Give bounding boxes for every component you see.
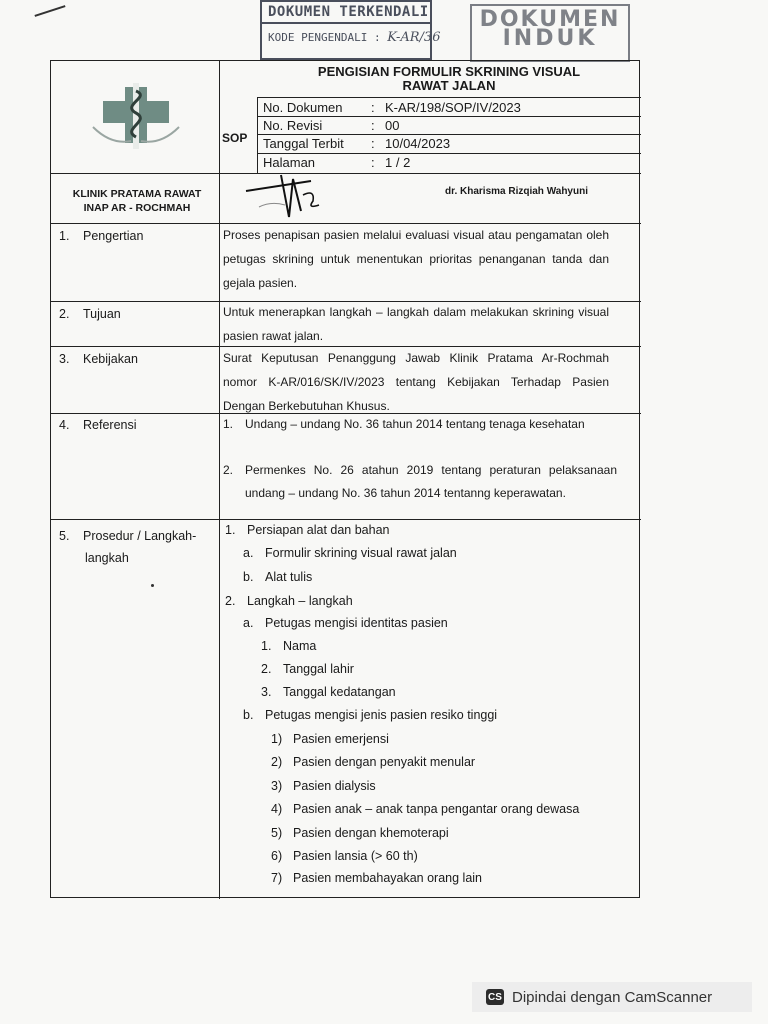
step-1b [243, 570, 312, 584]
meta-key: No. Revisi [263, 118, 323, 133]
clinic-line1: KLINIK PRATAMA RAWAT [72, 188, 202, 200]
stamp-master-line2: INDUK [502, 26, 598, 51]
meta-key: Halaman [263, 155, 316, 170]
stray-dot [151, 584, 154, 587]
title-line1: PENGISIAN FORMULIR SKRINING VISUAL [317, 64, 581, 79]
referensi-text: Undang – undang No. 36 tahun 2014 tentang tenaga kesehatan [245, 417, 585, 431]
section-name: Prosedur / Langkah- [83, 529, 197, 543]
section-number: 2. [59, 307, 70, 321]
step-2a [243, 616, 448, 630]
clinic-logo [81, 83, 191, 153]
stamp-code-value: K-AR/36 [387, 30, 441, 45]
meta-sep: : [371, 100, 375, 115]
step-text: Alat tulis [265, 570, 313, 584]
section-number: 1. [59, 229, 70, 243]
stamp-title: DOKUMEN TERKENDALI [262, 2, 430, 24]
row-line [257, 97, 641, 98]
section-number: 3. [59, 352, 70, 366]
step-2 [225, 594, 353, 608]
step-text: Langkah – langkah [247, 594, 353, 608]
list-marker: 1. [223, 417, 234, 431]
list-marker: 6) [271, 849, 283, 863]
step-2b-2 [271, 755, 475, 769]
stamp-code-label: KODE PENGENDALI : [268, 31, 381, 44]
step-text: Pasien dialysis [293, 779, 376, 793]
kebijakan-text: Surat Keputusan Penanggung Jawab Klinik Pratama Ar-Rochmah nomor K-AR/016/SK/IV/2023 tentang Kebijakan Terhadap Pasien Dengan Berkebutuhan Khusus. [223, 351, 609, 413]
section-label-kebijakan [59, 352, 138, 366]
clinic-line2: INAP AR - ROCHMAH [83, 202, 191, 214]
step-text: Pasien lansia (> 60 th) [293, 849, 418, 863]
section-number: 5. [59, 529, 70, 543]
camscanner-watermark [472, 982, 752, 1012]
list-marker: 2. [223, 463, 234, 477]
step-text: Tanggal lahir [283, 662, 354, 676]
row-line [51, 519, 641, 520]
sop-label: SOP [222, 131, 248, 145]
list-marker: 4) [271, 802, 283, 816]
step-text: Formulir skrining visual rawat jalan [265, 546, 457, 560]
list-marker: b. [243, 708, 254, 722]
step-2a-3 [261, 685, 396, 699]
step-text: Persiapan alat dan bahan [247, 523, 390, 537]
step-text: Tanggal kedatangan [283, 685, 396, 699]
meta-value: K-AR/198/SOP/IV/2023 [385, 100, 521, 115]
camscanner-text: Dipindai dengan CamScanner [512, 988, 713, 1006]
meta-halaman [263, 155, 410, 170]
meta-sep: : [371, 136, 375, 151]
meta-value: 1 / 2 [385, 155, 411, 170]
list-marker: a. [243, 546, 254, 560]
stamp-code [262, 24, 441, 51]
step-2b-3 [271, 779, 376, 793]
referensi-item [223, 459, 617, 505]
row-line [257, 153, 641, 154]
column-divider [219, 61, 220, 899]
meta-no-revisi [263, 118, 399, 133]
step-2b-1 [271, 732, 389, 746]
step-1 [225, 523, 389, 537]
pen-mark [34, 5, 65, 17]
step-2b-7 [271, 871, 482, 885]
step-text: Petugas mengisi jenis pasien resiko tinggi [265, 708, 498, 722]
meta-key: Tanggal Terbit [263, 136, 344, 151]
step-2b-6 [271, 849, 418, 863]
step-text: Pasien membahayakan orang lain [293, 871, 483, 885]
pengertian-text: Proses penapisan pasien melalui evaluasi visual atau pengamatan oleh petugas skrining untuk menentukan prioritas penanganan tanda dan gejala pasien. [223, 228, 609, 290]
step-text: Pasien dengan penyakit menular [293, 755, 476, 769]
list-marker: 3. [261, 685, 272, 699]
section-name: Pengertian [83, 229, 144, 243]
title-line2: RAWAT JALAN [402, 78, 496, 93]
meta-key: No. Dokumen [263, 100, 343, 115]
step-text: Pasien dengan khemoterapi [293, 826, 449, 840]
list-marker: 1. [261, 639, 272, 653]
sop-document-table [50, 60, 640, 898]
section-label-pengertian [59, 229, 143, 243]
step-2a-1 [261, 639, 316, 653]
meta-tanggal-terbit [263, 136, 450, 151]
handwritten-signature [241, 171, 331, 221]
step-text: Pasien anak – anak tanpa pengantar orang dewasa [293, 802, 580, 816]
list-marker: b. [243, 570, 254, 584]
row-line [257, 134, 641, 135]
referensi-item [223, 413, 617, 436]
list-marker: 7) [271, 871, 283, 885]
section-name: Referensi [83, 418, 137, 432]
meta-value: 10/04/2023 [385, 136, 451, 151]
list-marker: 3) [271, 779, 283, 793]
step-2b-4 [271, 802, 579, 816]
row-line [51, 173, 641, 174]
list-marker: 2. [225, 594, 236, 608]
document-title [257, 65, 641, 93]
meta-no-dokumen [263, 100, 521, 115]
list-marker: 1) [271, 732, 283, 746]
camscanner-icon: CS [486, 989, 504, 1005]
step-1a [243, 546, 457, 560]
step-text: Petugas mengisi identitas pasien [265, 616, 448, 630]
step-2a-2 [261, 662, 354, 676]
list-marker: 2) [271, 755, 283, 769]
section-name-cont: langkah [85, 551, 129, 565]
section-name: Tujuan [83, 307, 121, 321]
meta-sep: : [371, 155, 375, 170]
clinic-name [57, 187, 217, 215]
section-label-prosedur [59, 525, 196, 569]
meta-value: 00 [385, 118, 400, 133]
step-text: Pasien emerjensi [293, 732, 389, 746]
referensi-text: Permenkes No. 26 atahun 2019 tentang peraturan pelaksanaan undang – undang No. 36 tahun 2014 tentanng keperawatan. [245, 463, 617, 500]
section-name: Kebijakan [83, 352, 138, 366]
list-marker: 5) [271, 826, 283, 840]
step-2b [243, 708, 497, 722]
list-marker: a. [243, 616, 254, 630]
step-2b-5 [271, 826, 449, 840]
row-line [257, 116, 641, 117]
meta-sep: : [371, 118, 375, 133]
section-number: 4. [59, 418, 70, 432]
step-text: Nama [283, 639, 317, 653]
section-label-referensi [59, 418, 137, 432]
list-marker: 1. [225, 523, 236, 537]
list-marker: 2. [261, 662, 272, 676]
section-label-tujuan [59, 307, 121, 321]
tujuan-text: Untuk menerapkan langkah – langkah dalam melakukan skrining visual pasien rawat jalan. [223, 305, 609, 343]
master-document-stamp [470, 4, 630, 62]
controlled-document-stamp [260, 0, 441, 60]
signatory-name: dr. Kharisma Rizqiah Wahyuni [445, 186, 588, 197]
stamp-master-line1: DOKUMEN [479, 7, 621, 32]
